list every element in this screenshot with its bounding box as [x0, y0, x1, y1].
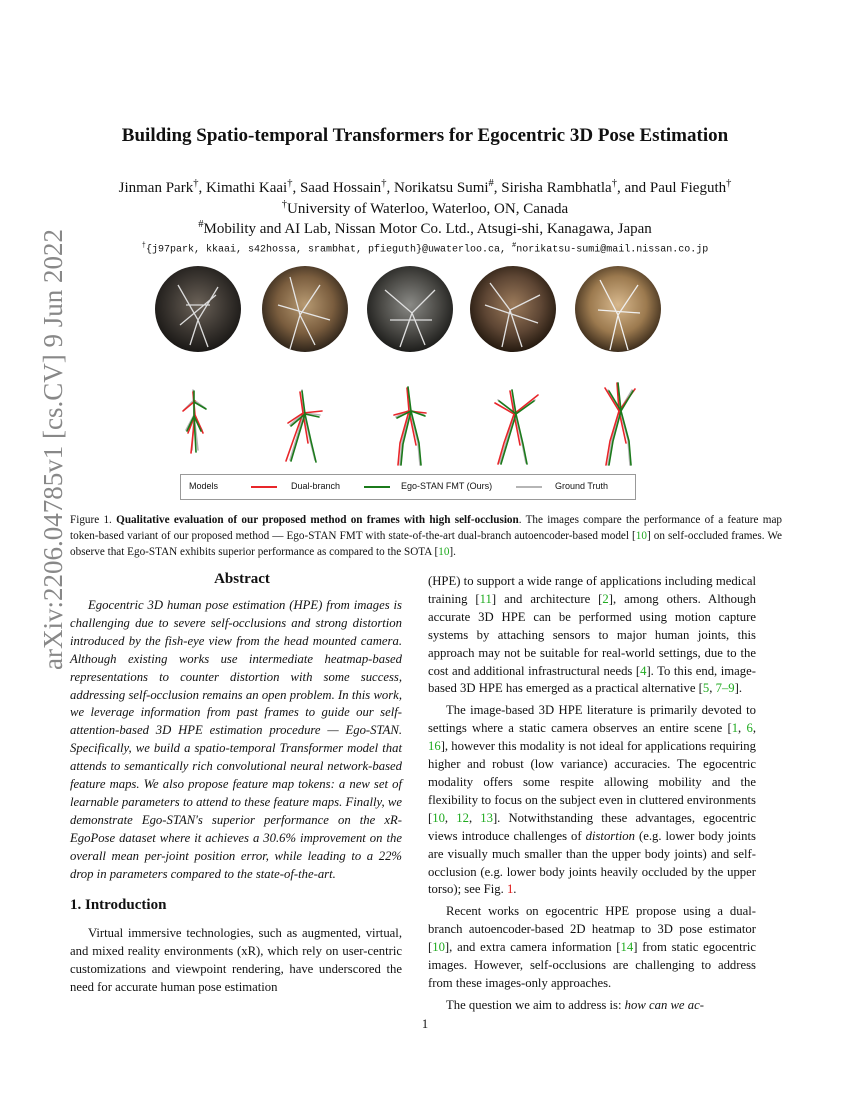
affiliation-text: Mobility and AI Lab, Nissan Motor Co. Ltd., Atsugi-shi, Kanagawa, Japan [203, 221, 652, 237]
citation-link[interactable]: 4 [640, 663, 647, 678]
affiliation-mark: # [198, 219, 204, 230]
caption-bold: Qualitative evaluation of our proposed method on frames with high self-occlusion [116, 514, 519, 526]
figure-legend [180, 474, 636, 500]
legend-title: Models [189, 481, 219, 491]
author-name: Jinman Park [118, 180, 194, 196]
skeleton-pose-2 [286, 390, 322, 462]
legend-label-dual: Dual-branch [291, 481, 341, 491]
skeleton-pose-1 [183, 390, 206, 453]
email-mark: † [141, 242, 146, 250]
citation-link[interactable]: 6 [746, 721, 753, 736]
fisheye-frame-2 [262, 266, 348, 352]
figure-caption [70, 512, 782, 560]
author-emails [0, 242, 850, 255]
abstract-text: Egocentric 3D human pose estimation (HPE) from images is challenging due to severe self-occlusions and strong distortion introduced by the fish-eye view from the head mounted camera. Although existing works use intermediate heatmap-based representations to counter distortion with some success, addressing self-occlusion remains an open problem. In this work, we leverage information from past frames to guide our self-attention-based 3D HPE estimation procedure — Ego-STAN. Specifically, we build a spatio-temporal Transformer model that attends to semantically rich convolutional neural network-based feature maps. We also propose feature map tokens: a new set of learnable parameters to attend to these feature maps. Finally, we demonstrate Ego-STAN's superior performance on the xR-EgoPose dataset where it achieves a 30.6% improvement on the overall mean per-joint position error, while leading to a 22% drop in parameters compared to the state-of-the-art. [70, 598, 402, 881]
skeleton-pose-4 [495, 390, 538, 464]
affiliation-2 [0, 219, 850, 238]
paper-title: Building Spatio-temporal Transformers for Egocentric 3D Pose Estimation [121, 125, 729, 146]
author-mark: # [488, 178, 494, 189]
citation-link[interactable]: 13 [480, 810, 493, 825]
caption-text: ] on self-occluded frames. We observe that Ego-STAN exhibits superior performance as compared to the SOTA [ [70, 530, 782, 558]
citation-link[interactable]: 16 [428, 739, 441, 754]
citation-link[interactable]: 5 [702, 681, 710, 696]
skeleton-pose-3 [394, 387, 426, 465]
right-paragraph-2: The image-based 3D HPE literature is primarily devoted to settings where a static camera observes an entire scene [1, 6, 16], however this modality is not ideal for applications requiring higher and robust (low variance) accuracies. The egocentric modality offers some respite allowing mobility and the flexibility to focus on the subject even in cluttered environments [10, 12, 13]. Notwithstanding these advantages, egocentric views introduce challenges of distortion (e.g. lower body joints are visually much smaller than the upper body joints) and self-occlusion (e.g. lower body joints heavily occluded by the upper torso); see Fig. 1. [428, 703, 756, 897]
abstract-heading: Abstract [214, 571, 270, 587]
author-mark: † [611, 178, 617, 189]
abstract-body [70, 597, 402, 884]
right-paragraph-3: Recent works on egocentric HPE propose using a dual-branch autoencoder-based 2D heatmap to 3D pose estimator [10], and extra camera information [14] from static egocentric images. However, self-occlusions are challenging to address from these images-only approaches. [428, 904, 756, 990]
author-name: Sirisha Rambhatla [501, 180, 612, 196]
email-group-nissan: norikatsu-sumi@mail.nissan.co.jp [516, 244, 709, 256]
intro-heading: 1. Introduction [70, 897, 167, 913]
arxiv-identifier-text: arXiv:2206.04785v1 [cs.CV] 9 Jun 2022 [38, 229, 68, 670]
legend-swatch-gt [516, 486, 542, 488]
caption-text: . The images compare the performance of a feature map token-based variant of our proposed method — Ego-STAN FMT with state-of-the-art dual-branch autoencoder-based model [ [70, 514, 783, 542]
author-mark: † [287, 178, 293, 189]
citation-link[interactable]: 14 [620, 940, 634, 955]
affiliation-mark: † [281, 199, 288, 210]
page-number: 1 [421, 1017, 429, 1031]
citation-link[interactable]: 11 [479, 591, 492, 606]
email-mark: # [512, 242, 517, 250]
legend-label-ours: Ego-STAN FMT (Ours) [401, 481, 493, 491]
skeleton-pose-5 [605, 383, 635, 465]
citation-link[interactable]: 7–9 [715, 681, 735, 696]
affiliation-text: University of Waterloo, Waterloo, ON, Canada [287, 201, 569, 217]
author-name: Norikatsu Sumi [393, 180, 489, 196]
citation-link[interactable]: 10 [432, 940, 445, 955]
author-name: Paul Fieguth [649, 180, 727, 196]
right-paragraph-1: (HPE) to support a wide range of applications including medical training [11] and architecture [2], among others. Although accurate 3D HPE can be performed using motion capture systems by attaching sensors to major human joints, this approach may not be suitable for real-world settings, due to the cost and additional infrastructural needs [4]. To this end, image-based 3D HPE has emerged as a practical alternative [5, 7–9]. [428, 574, 756, 696]
citation-link[interactable]: 12 [456, 810, 469, 825]
fisheye-frame-1 [155, 266, 241, 352]
caption-text: ]. [449, 546, 456, 558]
legend-label-gt: Ground Truth [555, 481, 609, 491]
author-name: Kimathi Kaai [205, 180, 288, 196]
author-mark: † [193, 178, 199, 189]
legend-swatch-dual [251, 486, 277, 488]
citation-link[interactable]: 10 [438, 546, 450, 558]
caption-label: Figure 1. [70, 514, 112, 526]
right-paragraph-4: The question we aim to address is: how can we ac- [446, 997, 704, 1012]
fisheye-frame-4 [470, 266, 556, 352]
author-list: Jinman Park†, Kimathi Kaai†, Saad Hossain†, Norikatsu Sumi#, Sirisha Rambhatla†, and Paul Fieguth† [118, 178, 732, 196]
citation-link[interactable]: 10 [635, 530, 647, 542]
citation-link[interactable]: 2 [602, 591, 609, 606]
author-mark: † [381, 178, 387, 189]
intro-body [70, 925, 402, 997]
author-mark: † [726, 178, 732, 189]
affiliation-1 [0, 199, 850, 218]
fisheye-frame-5 [575, 266, 661, 352]
figure-link[interactable]: 1 [506, 882, 514, 897]
author-name: Saad Hossain [299, 180, 382, 196]
citation-link[interactable]: 1 [731, 721, 739, 736]
fisheye-frame-3 [367, 266, 453, 352]
right-column [428, 573, 756, 1015]
figure-1 [150, 265, 670, 470]
email-group-waterloo: {j97park, kkaai, s42hossa, srambhat, pfieguth}@uwaterloo.ca, [145, 244, 506, 256]
citation-link[interactable]: 10 [432, 810, 445, 825]
legend-swatch-ours [364, 486, 390, 488]
intro-paragraph: Virtual immersive technologies, such as augmented, virtual, and mixed reality environments (xR), which rely on user-centric customizations and viewpoint rendering, have underscored the need for accurate human pose estimation [70, 926, 402, 994]
